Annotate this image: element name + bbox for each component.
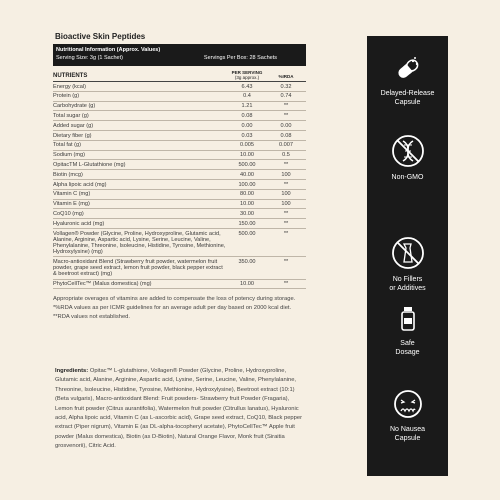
feature-non-gmo-line1: Non-GMO — [391, 174, 424, 181]
table-row — [53, 160, 306, 170]
nutrient-name: Energy (kcal) — [53, 83, 86, 90]
dna-icon — [391, 134, 425, 168]
nutrient-name: Vitamin C (mg) — [53, 191, 91, 198]
per-serving-value: 80.00 — [240, 191, 254, 198]
nutrient-name: PhytoCellTec™ (Malus domestica) (mg) — [53, 281, 152, 288]
feature-safe-dosage-line2: Dosage — [395, 348, 420, 356]
per-serving-value: 0.4 — [243, 93, 251, 100]
note-not-established: **RDA values not established. — [53, 314, 131, 321]
table-row — [53, 151, 306, 161]
feature-delayed-release-line1: Delayed-Release — [380, 90, 435, 97]
rda-value: 0.00 — [280, 122, 292, 129]
table-row — [53, 219, 306, 229]
feature-no-fillers-line1: No Fillers — [392, 276, 423, 283]
nutrient-name: Alpha lipoic acid (mg) — [53, 181, 107, 188]
per-serving-value: 500.00 — [238, 161, 256, 168]
per-serving-value: 100.00 — [238, 181, 256, 188]
per-serving-value: 6.43 — [241, 83, 253, 90]
rda-value: 0.74 — [280, 93, 292, 100]
feature-non-gmo — [367, 134, 448, 183]
nutrient-rows — [53, 82, 306, 289]
col-per-serving-sub: (3g approx.) — [234, 75, 260, 80]
nutrient-name: Macro-antioxidant Blend (Strawberry fruit powder, watermelon fruit powder, grape seed extract, lemon fruit powder, black pepper extract & beetroot extract) (mg) — [53, 258, 223, 278]
nutrient-name: Vitamin E (mg) — [53, 201, 90, 208]
feature-safe-dosage-line1: Safe — [400, 340, 415, 347]
nutrient-name: Hyaluronic acid (mg) — [53, 220, 105, 227]
nutrient-name: Protein (g) — [53, 93, 80, 100]
serving-size: Serving Size: 3g (1 Sachet) — [56, 55, 123, 61]
per-serving-value: 150.00 — [238, 220, 256, 227]
table-row — [53, 209, 306, 219]
notes — [53, 295, 303, 321]
per-serving-value: 350.00 — [238, 258, 256, 265]
nutrient-name: Added sugar (g) — [53, 122, 94, 129]
feature-sidebar — [367, 36, 448, 476]
feature-no-fillers — [367, 236, 448, 293]
servings-per-box: Servings Per Box: 28 Sachets — [203, 55, 277, 61]
feature-delayed-release-line2: Capsule — [394, 98, 421, 106]
nutrition-panel — [53, 44, 306, 322]
rda-value: ** — [283, 112, 289, 119]
rda-value: ** — [283, 230, 289, 237]
rda-value: ** — [283, 220, 289, 227]
table-row — [53, 82, 306, 92]
table-row — [53, 111, 306, 121]
ingredients — [55, 367, 307, 452]
table-row — [53, 200, 306, 210]
rda-value: 0.007 — [279, 142, 293, 149]
per-serving-value: 1.21 — [241, 103, 253, 110]
col-per-serving-label: PER SERVING — [231, 70, 263, 75]
ingredients-text: Opitac™ L-glutathione, Vollagen® Powder (Glycine, Proline, Hydroxyproline, Glutamic acid, Alanine, Arginine, Aspartic acid, Lysine, Serine, Leucine, Valine, Phenylalanine, Threonine, Isoleucine, Histidine, Tyrosine, Methionine, Hydroxylysine), Beetroot extract (10:1) (Beta vulgaris), Macro-antioxidant Blend: Fruit powders- Strawberry fruit Powder (Fragaria), Lemon fruit powder (Citrus aurantifolia), Watermelon fruit powder (Citrullus lanatus), Hyaluronic acid, Alpha lipoic acid, Vitamin C (as L-ascorbic acid), Grape seed extract, CoQ10, Black pepper extract (Piper nigrum), Vitamin E (as DL-alpha-tocopheryl acetate), PhytoCellTec™ Apple fruit powder (Malus domestica), Biotin (as D-Biotin), Natural Orange Flavor, Monk fruit (Siraitia grosvenorii), Citric Acid. — [55, 368, 303, 450]
feature-no-nausea-line1: No Nausea — [389, 426, 426, 433]
feature-delayed-release — [367, 54, 448, 107]
table-row — [53, 141, 306, 151]
feature-no-fillers-line2: or Additives — [389, 284, 426, 292]
column-headers — [53, 68, 306, 82]
nutrient-name: Total sugar (g) — [53, 112, 89, 119]
table-row — [53, 131, 306, 141]
per-serving-value: 0.005 — [240, 142, 254, 149]
nutrition-title: Nutritional Information (Approx. Values) — [56, 47, 161, 53]
feature-safe-dosage — [367, 304, 448, 357]
product-title: Bioactive Skin Peptides — [55, 32, 146, 41]
nutrient-name: Sodium (mg) — [53, 152, 86, 159]
nutrient-name: Total fat (g) — [53, 142, 81, 149]
per-serving-value: 10.00 — [240, 201, 254, 208]
table-row — [53, 280, 306, 290]
nutrient-name: Carbohydrate (g) — [53, 103, 96, 110]
nutrient-name: Vollagen® Powder (Glycine, Proline, Hydroxyproline, Glutamic acid, Alanine, Arginine, Aspartic acid, Lysine, Serine, Leucine, Valine, Phenylalanine, Threonine, Isoleucine, Histidine, Tyrosine, Methionine, Hydroxylysine) (mg) — [53, 230, 226, 256]
table-row — [53, 180, 306, 190]
nutrition-header — [53, 44, 306, 66]
nausea-face-icon — [392, 388, 424, 420]
table-row — [53, 257, 306, 279]
per-serving-value: 30.00 — [240, 210, 254, 217]
table-row — [53, 121, 306, 131]
col-rda: %IRDA — [278, 74, 294, 79]
table-row — [53, 102, 306, 112]
rda-value: 100 — [281, 171, 291, 178]
feature-no-nausea — [367, 388, 448, 443]
table-row — [53, 92, 306, 102]
rda-value: ** — [283, 161, 289, 168]
rda-value: ** — [283, 103, 289, 110]
ingredients-label: Ingredients: — [55, 368, 89, 374]
per-serving-value: 0.00 — [241, 122, 253, 129]
per-serving-value: 500.00 — [238, 230, 256, 237]
table-row — [53, 229, 306, 257]
capsule-icon — [393, 54, 423, 84]
per-serving-value: 0.03 — [241, 132, 253, 139]
nutrient-name: CoQ10 (mg) — [53, 210, 84, 217]
col-nutrients: NUTRIENTS — [53, 73, 88, 79]
bottle-icon — [393, 304, 423, 334]
per-serving-value: 0.08 — [241, 112, 253, 119]
rda-value: 100 — [281, 191, 291, 198]
rda-value: ** — [283, 210, 289, 217]
nutrient-name: OpitacTM L-Glutathione (mg) — [53, 161, 126, 168]
rda-value: 0.5 — [282, 152, 290, 159]
rda-value: ** — [283, 181, 289, 188]
rda-value: 0.32 — [280, 83, 292, 90]
nutrient-name: Dietary fiber (g) — [53, 132, 92, 139]
rda-value: ** — [283, 281, 289, 288]
per-serving-value: 40.00 — [240, 171, 254, 178]
col-per-serving — [228, 70, 266, 81]
rda-value: 100 — [281, 201, 291, 208]
rda-value: 0.08 — [280, 132, 292, 139]
per-serving-value: 10.00 — [240, 152, 254, 159]
table-row — [53, 190, 306, 200]
table-row — [53, 170, 306, 180]
note-rda: *%RDA values as per ICMR guidelines for an average adult per day based on 2000 kcal diet. — [53, 305, 292, 312]
feature-no-nausea-line2: Capsule — [394, 434, 421, 442]
no-filler-icon — [391, 236, 425, 270]
per-serving-value: 10.00 — [240, 281, 254, 288]
note-overage: Appropriate overages of vitamins are added to compensate the loss of potency during storage. — [53, 296, 296, 303]
rda-value: ** — [283, 258, 289, 265]
nutrient-name: Biotin (mcg) — [53, 171, 83, 178]
